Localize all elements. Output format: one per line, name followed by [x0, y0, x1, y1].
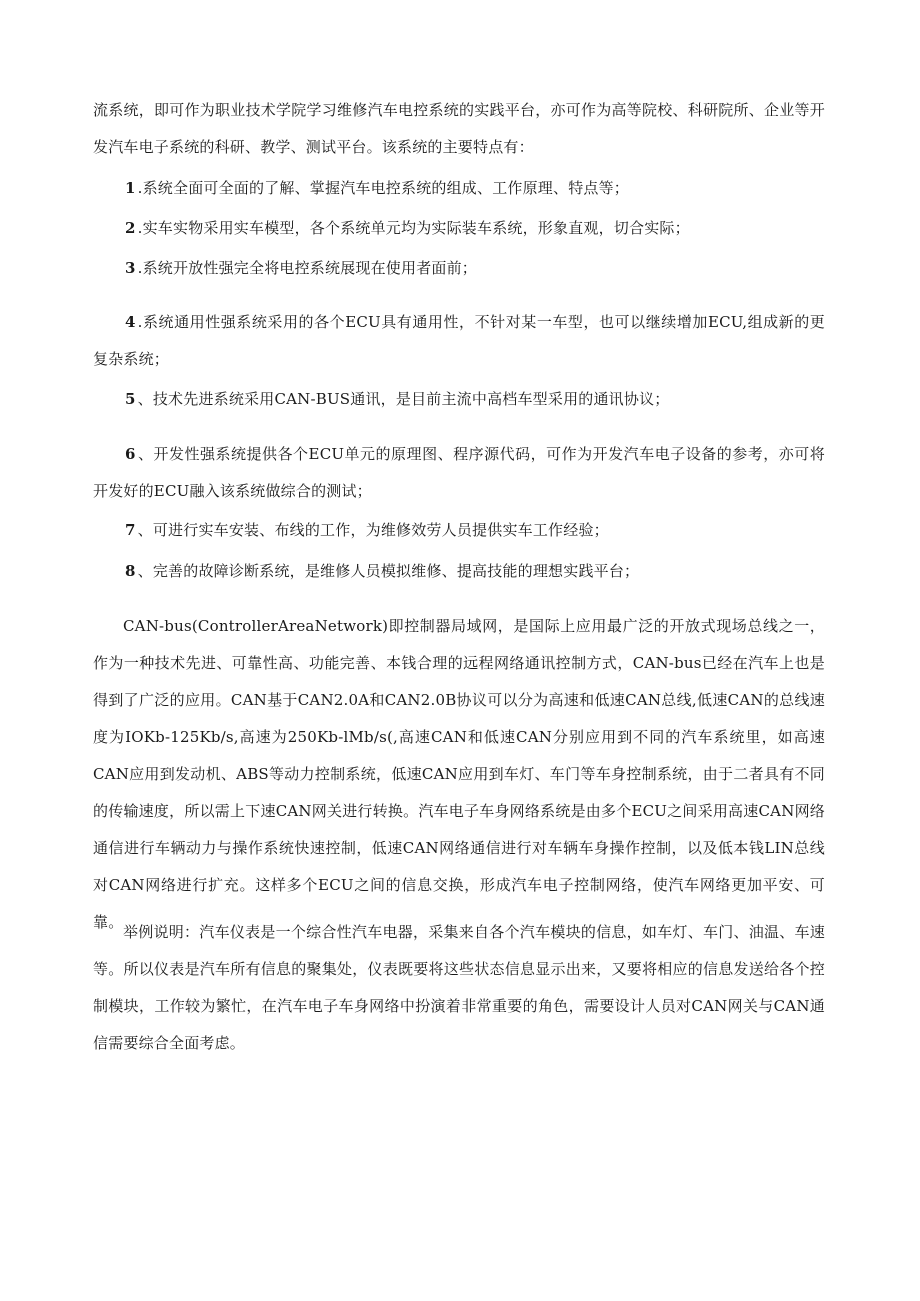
feature-number: 1 [125, 179, 136, 197]
feature-item-8 [93, 553, 825, 590]
feature-number: 4 [125, 313, 136, 331]
feature-number: 7 [125, 521, 136, 539]
feature-text: 、可进行实车安装、布线的工作，为维修效劳人员提供实车工作经验； [137, 521, 609, 539]
feature-number: 3 [125, 259, 136, 277]
feature-text: .系统开放性强完全将电控系统展现在使用者面前； [137, 259, 478, 277]
feature-number: 6 [125, 445, 136, 463]
feature-number: 2 [125, 219, 136, 237]
feature-text: .实车实物采用实车模型，各个系统单元均为实际装车系统，形象直观，切合实际； [137, 219, 690, 237]
feature-text: .系统通用性强系统采用的各个ECU具有通用性，不针对某一车型，也可以继续增加ECU,组成新的更复杂系统； [93, 313, 825, 368]
feature-number: 5 [125, 390, 136, 408]
feature-item-6 [93, 436, 825, 510]
feature-item-7 [93, 512, 825, 549]
example-paragraph: 举例说明：汽车仪表是一个综合性汽车电器，采集来自各个汽车模块的信息，如车灯、车门、油温、车速等。所以仪表是汽车所有信息的聚集处，仪表既要将这些状态信息显示出来，又要将相应的信息发送给各个控制模块，工作较为繁忙，在汽车电子车身网络中扮演着非常重要的角色，需要设计人员对CAN网关与CAN通信需要综合全面考虑。 [93, 923, 825, 1052]
feature-item-1 [93, 170, 825, 207]
feature-item-2 [93, 210, 825, 247]
feature-text: 、开发性强系统提供各个ECU单元的原理图、程序源代码，可作为开发汽车电子设备的参考，亦可将开发好的ECU融入该系统做综合的测试； [93, 445, 825, 500]
feature-item-3 [93, 250, 825, 287]
feature-item-5 [93, 381, 825, 418]
intro-paragraph: 流系统，即可作为职业技术学院学习维修汽车电控系统的实践平台，亦可作为高等院校、科研院所、企业等开发汽车电子系统的科研、教学、测试平台。该系统的主要特点有： [93, 101, 825, 156]
feature-text: 、技术先进系统采用CAN-BUS通讯，是目前主流中高档车型采用的通讯协议； [137, 390, 670, 408]
feature-text: 、完善的故障诊断系统，是维修人员模拟维修、提高技能的理想实践平台； [137, 562, 640, 580]
feature-item-4 [93, 304, 825, 378]
can-bus-paragraph: CAN-bus(ControllerAreaNetwork)即控制器局域网，是国际上应用最广泛的开放式现场总线之一，作为一种技术先进、可靠性高、功能完善、本钱合理的远程网络通讯控制方式，CAN-bus已经在汽车上也是得到了广泛的应用。CAN基于CAN2.0A和CAN2.0B协议可以分为高速和低速CAN总线,低速CAN的总线速度为IOKb-125Kb∕s,高速为250Kb-lMb∕s(,高速CAN和低速CAN分别应用到不同的汽车系统里，如高速CAN应用到发动机、ABS等动力控制系统，低速CAN应用到车灯、车门等车身控制系统，由于二者具有不同的传输速度，所以需上下速CAN网关进行转换。汽车电子车身网络系统是由多个ECU之间采用高速CAN网络通信进行车辆动力与操作系统快速控制，低速CAN网络通信进行对车辆车身操作控制，以及低本钱LIN总线对CAN网络进行扩充。这样多个ECU之间的信息交换，形成汽车电子控制网络，使汽车网络更加平安、可靠。 [93, 617, 825, 931]
feature-number: 8 [125, 562, 136, 580]
feature-text: .系统全面可全面的了解、掌握汽车电控系统的组成、工作原理、特点等； [137, 179, 630, 197]
